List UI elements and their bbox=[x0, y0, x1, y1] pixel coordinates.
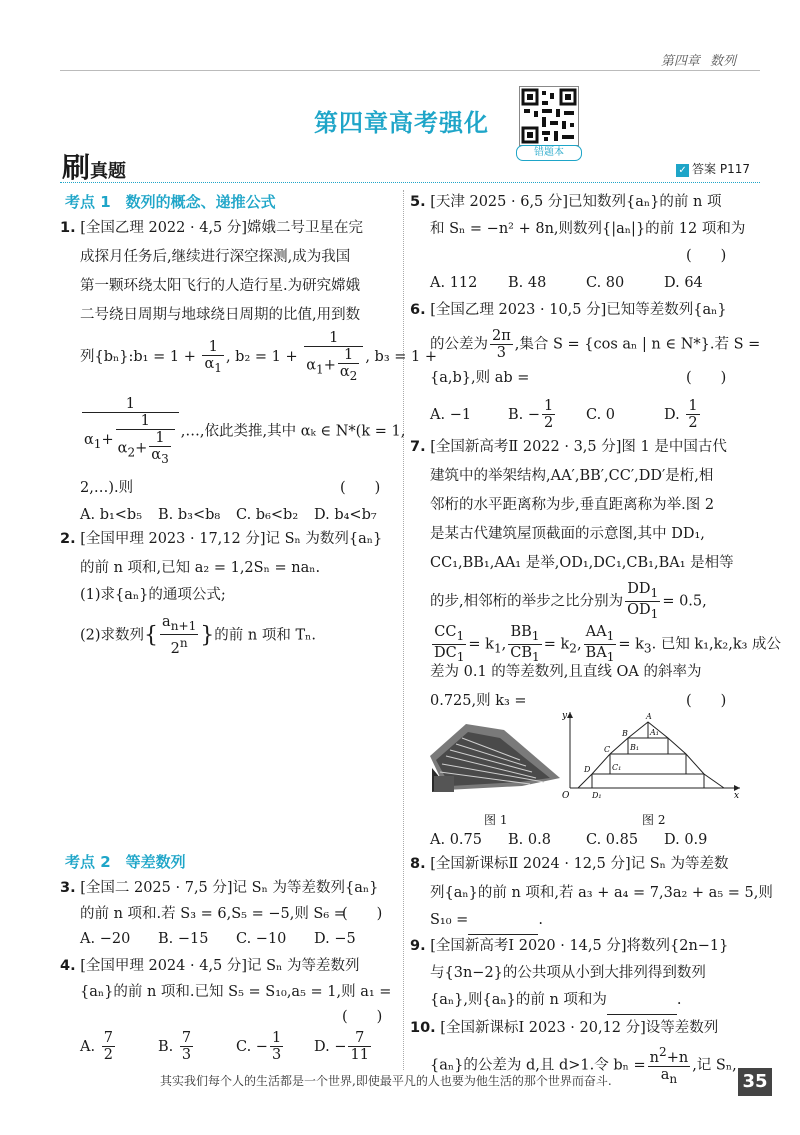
svg-text:A₁: A₁ bbox=[650, 728, 659, 737]
q4-option-c[interactable]: C. − $\frac{1}{3}$ bbox=[236, 1030, 282, 1063]
q7-line6 bbox=[430, 581, 707, 622]
q7-frac-bb1: $\frac{BB_1}{CB_1}$ bbox=[510, 624, 540, 664]
q10-frac-bn: $\frac{n^2+n}{a_n}$ bbox=[649, 1045, 689, 1086]
qr-label: 错题本 bbox=[516, 145, 582, 161]
q7-answer-paren[interactable]: ( ) bbox=[686, 693, 727, 709]
q6-line1 bbox=[410, 296, 727, 325]
key-point-2: 考点 2 等差数列 bbox=[65, 853, 186, 871]
qr-code-icon bbox=[520, 87, 578, 145]
q3-answer-paren[interactable]: ( ) bbox=[342, 906, 383, 922]
q6-text2a: 的公差为 bbox=[430, 336, 488, 353]
q1-option-d[interactable]: D. b₄<b₇ bbox=[314, 507, 377, 523]
q8-text3: S₁₀ = bbox=[430, 912, 469, 928]
q1-answer-paren[interactable]: ( ) bbox=[340, 480, 381, 496]
footer-quote: 其实我们每个人的生活都是一个世界,即使最平凡的人也要为他生活的那个世界而奋斗. bbox=[160, 1074, 612, 1088]
q7-line5: CC₁,BB₁,AA₁ 是举,OD₁,DC₁,CB₁,BA₁ 是相等 bbox=[430, 555, 734, 571]
q5-option-a[interactable]: A. 112 bbox=[430, 275, 478, 291]
q2-part2-tail: 的前 n 项和 Tₙ. bbox=[214, 627, 317, 644]
page-number: 35 bbox=[738, 1068, 772, 1096]
q9-text3: {aₙ},则{aₙ}的前 n 项和为 bbox=[430, 992, 607, 1008]
q6-answer-paren[interactable]: ( ) bbox=[686, 370, 727, 386]
figure1-building-image bbox=[426, 716, 566, 800]
q7-frac-aa1: $\frac{AA_1}{BA_1}$ bbox=[585, 624, 615, 664]
q4-number: 4. bbox=[60, 958, 76, 974]
q6-frac-d: $\frac{2\pi}{3}$ bbox=[492, 328, 511, 361]
q7-line7: $\frac{CC_1}{DC_1}$ = $k_1$, $\frac{BB_1}{CB_1}$ = $k_2$, $\frac{AA_1}{BA_1}$ = $k_3$. 已知 k₁,k₂,k₃ 成公 bbox=[434, 624, 782, 664]
q2-line1 bbox=[60, 525, 382, 554]
q3-option-b[interactable]: B. −15 bbox=[158, 931, 209, 947]
q3-text1: [全国二 2025 · 7,5 分]记 Sₙ 为等差数列{aₙ} bbox=[80, 880, 379, 896]
q4-answer-paren[interactable]: ( ) bbox=[342, 1009, 383, 1025]
q7-frac-cc1: $\frac{CC_1}{DC_1}$ bbox=[434, 624, 465, 664]
q4-options bbox=[80, 1030, 373, 1063]
q8-line2: 列{aₙ}的前 n 项和,若 a₃ + a₄ = 7,3a₂ + a₅ = 5,则 bbox=[430, 885, 773, 901]
q1-option-c[interactable]: C. b₆<b₂ bbox=[236, 507, 299, 523]
q1-line6 bbox=[80, 396, 405, 467]
chapter-label: 第四章 bbox=[660, 54, 700, 69]
figure1-caption: 图 1 bbox=[484, 813, 508, 827]
q5-option-d[interactable]: D. 64 bbox=[664, 275, 703, 291]
svg-text:O: O bbox=[562, 791, 570, 800]
section-badge-big: 刷 bbox=[62, 151, 91, 184]
q1-frac-b1: $\frac{1}{\alpha_1}$ bbox=[204, 338, 222, 375]
q5-option-b[interactable]: B. 48 bbox=[508, 275, 547, 291]
q3-option-c[interactable]: C. −10 bbox=[236, 931, 287, 947]
q3-number: 3. bbox=[60, 880, 76, 896]
q1-frac-b2: 1 $\alpha_1+$ $\frac{1}{\alpha_2}$ bbox=[304, 330, 363, 384]
q9-line2: 与{3n−2}的公共项从小到大排列得到数列 bbox=[430, 965, 706, 981]
svg-text:D: D bbox=[584, 765, 591, 774]
right-column bbox=[410, 188, 782, 1086]
q4-line1 bbox=[60, 952, 359, 981]
q7-line3: 邻桁的水平距离称为步,垂直距离称为举.图 2 bbox=[430, 497, 715, 513]
q7-line1 bbox=[410, 433, 727, 462]
svg-text:D₁: D₁ bbox=[592, 791, 602, 800]
q1-line3: 第一颗环绕太阳飞行的人造行星.为研究嫦娥 bbox=[80, 278, 361, 294]
q5-option-c[interactable]: C. 80 bbox=[586, 275, 625, 291]
q2-frac: $\frac{a_{n+1}}{2^n}$ bbox=[162, 614, 197, 657]
svg-text:B₁: B₁ bbox=[630, 743, 640, 752]
q9-line1 bbox=[410, 932, 728, 961]
q9-line3: {aₙ},则{aₙ}的前 n 项和为 . bbox=[430, 986, 682, 1015]
q4-option-b[interactable]: B. $\frac{7}{3}$ bbox=[158, 1030, 192, 1063]
q6-line2 bbox=[430, 328, 760, 361]
q5-text1: [天津 2025 · 6,5 分]已知数列{aₙ}的前 n 项 bbox=[430, 194, 722, 210]
chapter-header bbox=[655, 50, 736, 69]
q7-text7: . 已知 k₁,k₂,k₃ 成公 bbox=[651, 636, 782, 653]
q8-line3: S₁₀ = . bbox=[430, 906, 543, 935]
q7-text6b: = 0.5, bbox=[662, 593, 707, 610]
q3-options bbox=[80, 925, 356, 954]
q1-b3-text: , b₃ = 1 + bbox=[365, 348, 438, 365]
q6-option-c[interactable]: C. 0 bbox=[586, 406, 616, 423]
left-column bbox=[60, 188, 438, 1068]
q3-line1 bbox=[60, 874, 378, 903]
q3-line2: 的前 n 项和.若 S₃ = 6,S₅ = −5,则 S₆ = bbox=[80, 906, 346, 922]
svg-text:y: y bbox=[562, 711, 568, 721]
q1-option-a[interactable]: A. b₁<b₅ bbox=[80, 507, 143, 523]
q3-option-a[interactable]: A. −20 bbox=[80, 931, 131, 947]
q1-line7: 2,…).则 bbox=[80, 480, 134, 496]
section-divider bbox=[60, 182, 760, 183]
header-divider bbox=[60, 70, 760, 71]
svg-text:x: x bbox=[734, 791, 740, 800]
section-badge-small: 真题 bbox=[90, 161, 127, 182]
q1-text6: ,…,依此类推,其中 αₖ ∈ N*(k = 1, bbox=[180, 423, 406, 440]
chapter-name: 数列 bbox=[709, 54, 736, 69]
q6-line3: {a,b},则 ab = bbox=[430, 370, 530, 386]
q3-option-d[interactable]: D. −5 bbox=[314, 931, 356, 947]
q6-text2b: ,集合 S = {cos aₙ | n ∈ N*}.若 S = bbox=[514, 336, 761, 353]
q1-number: 1. bbox=[60, 220, 76, 236]
q6-number: 6. bbox=[410, 302, 426, 318]
q7-line4: 是某古代建筑屋顶截面的示意图,其中 DD₁, bbox=[430, 526, 705, 542]
q2-part2: (2)求数列{ $\frac{a_{n+1}}{2^n}$ }的前 n 项和 Tₙ. bbox=[80, 614, 317, 657]
q4-line2: {aₙ}的前 n 项和.已知 S₅ = S₁₀,a₅ = 1,则 a₁ = bbox=[80, 984, 392, 1000]
q7-frac-dd1: $\frac{DD_1}{OD_1}$ bbox=[627, 581, 659, 621]
q2-part2-text: (2)求数列 bbox=[80, 627, 145, 644]
q5-number: 5. bbox=[410, 194, 426, 210]
q7-option-c[interactable]: C. 0.85 bbox=[586, 832, 639, 848]
q6-option-a[interactable]: A. −1 bbox=[430, 406, 472, 423]
q7-text1: [全国新高考Ⅱ 2022 · 3,5 分]图 1 是中国古代 bbox=[430, 439, 727, 455]
svg-text:B: B bbox=[622, 729, 628, 738]
q1-line2: 成探月任务后,继续进行深空探测,成为我国 bbox=[80, 249, 351, 265]
q8-text1: [全国新课标Ⅱ 2024 · 12,5 分]记 Sₙ 为等差数 bbox=[430, 856, 729, 872]
checkmark-icon: ✓ bbox=[676, 164, 689, 177]
q9-answer-blank[interactable] bbox=[607, 1000, 677, 1015]
svg-text:A: A bbox=[646, 712, 652, 721]
q7-text6a: 的步,相邻桁的举步之比分别为 bbox=[430, 593, 624, 610]
q10-number: 10. bbox=[410, 1020, 436, 1036]
q4-option-d[interactable]: D. − $\frac{7}{11}$ bbox=[314, 1030, 369, 1063]
q6-text1: [全国乙理 2023 · 10,5 分]已知等差数列{aₙ} bbox=[430, 302, 727, 318]
q10-text1: [全国新课标Ⅰ 2023 · 20,12 分]设等差数列 bbox=[440, 1020, 719, 1036]
q1-option-b[interactable]: B. b₃<b₈ bbox=[158, 507, 221, 523]
key-point-1: 考点 1 数列的概念、递推公式 bbox=[65, 193, 276, 211]
q7-line2: 建筑中的举架结构,AA′,BB′,CC′,DD′是桁,相 bbox=[430, 468, 714, 484]
q5-line1 bbox=[410, 188, 721, 217]
q9-number: 9. bbox=[410, 938, 426, 954]
answer-ref-text: 答案 P117 bbox=[692, 162, 750, 176]
q6-option-b[interactable]: B. − $\frac{1}{2}$ bbox=[508, 398, 554, 431]
q7-option-b[interactable]: B. 0.8 bbox=[508, 832, 551, 848]
q1-line4: 二号绕日周期与地球绕日周期的比值,用到数 bbox=[80, 307, 361, 323]
svg-text:C: C bbox=[604, 745, 611, 754]
q9-text1: [全国新高考Ⅰ 2020 · 14,5 分]将数列{2n−1} bbox=[430, 938, 729, 954]
q2-part1: (1)求{aₙ}的通项公式; bbox=[80, 587, 226, 603]
q2-text1: [全国甲理 2023 · 17,12 分]记 Sₙ 为数列{aₙ} bbox=[80, 531, 383, 547]
q6-options bbox=[430, 398, 702, 431]
q1-line5 bbox=[80, 330, 437, 384]
q7-line9: 0.725,则 k₃ = bbox=[430, 693, 527, 709]
q4-text1: [全国甲理 2024 · 4,5 分]记 Sₙ 为等差数列 bbox=[80, 958, 360, 974]
q7-option-a[interactable]: A. 0.75 bbox=[430, 832, 482, 848]
qr-code[interactable] bbox=[519, 86, 579, 146]
q8-line1 bbox=[410, 850, 729, 879]
svg-text:C₁: C₁ bbox=[612, 763, 622, 772]
q10-text2a: {aₙ}的公差为 d,且 d>1.令 bₙ = bbox=[430, 1057, 646, 1074]
q10-line1 bbox=[410, 1014, 718, 1043]
q1-b1-text: 列{bₙ}:b₁ = 1 + bbox=[80, 348, 196, 365]
q5-answer-paren[interactable]: ( ) bbox=[686, 248, 727, 264]
q10-text2b: ,记 Sₙ, bbox=[692, 1057, 737, 1074]
section-badge bbox=[62, 146, 126, 186]
q2-number: 2. bbox=[60, 531, 76, 547]
q5-line2: 和 Sₙ = −n² + 8n,则数列{|aₙ|}的前 12 项和为 bbox=[430, 221, 746, 237]
q1-frac-b3: 1 $\alpha_1+$ 1 $\alpha_2+$ $\frac{1}{\alpha_3}$ bbox=[82, 396, 179, 467]
page-title: 第四章高考强化 bbox=[314, 109, 489, 137]
q1-text1: [全国乙理 2022 · 4,5 分]嫦娥二号卫星在完 bbox=[80, 220, 364, 236]
q7-line8: 差为 0.1 的等差数列,且直线 OA 的斜率为 bbox=[430, 664, 702, 680]
q2-line2: 的前 n 项和,已知 a₂ = 1,2Sₙ = naₙ. bbox=[80, 560, 321, 576]
column-divider bbox=[403, 190, 404, 1070]
answer-reference bbox=[676, 160, 750, 177]
q6-option-d[interactable]: D. $\frac{1}{2}$ bbox=[664, 398, 698, 431]
q4-option-a[interactable]: A. $\frac{7}{2}$ bbox=[80, 1030, 113, 1063]
figure2-caption: 图 2 bbox=[642, 813, 666, 827]
q5-options bbox=[430, 269, 703, 298]
q8-number: 8. bbox=[410, 856, 426, 872]
q1-b2-text: , b₂ = 1 + bbox=[225, 348, 298, 365]
q7-number: 7. bbox=[410, 439, 426, 455]
q1-line1 bbox=[60, 214, 363, 243]
figure2-roof-diagram bbox=[562, 708, 744, 800]
q7-option-d[interactable]: D. 0.9 bbox=[664, 832, 708, 848]
